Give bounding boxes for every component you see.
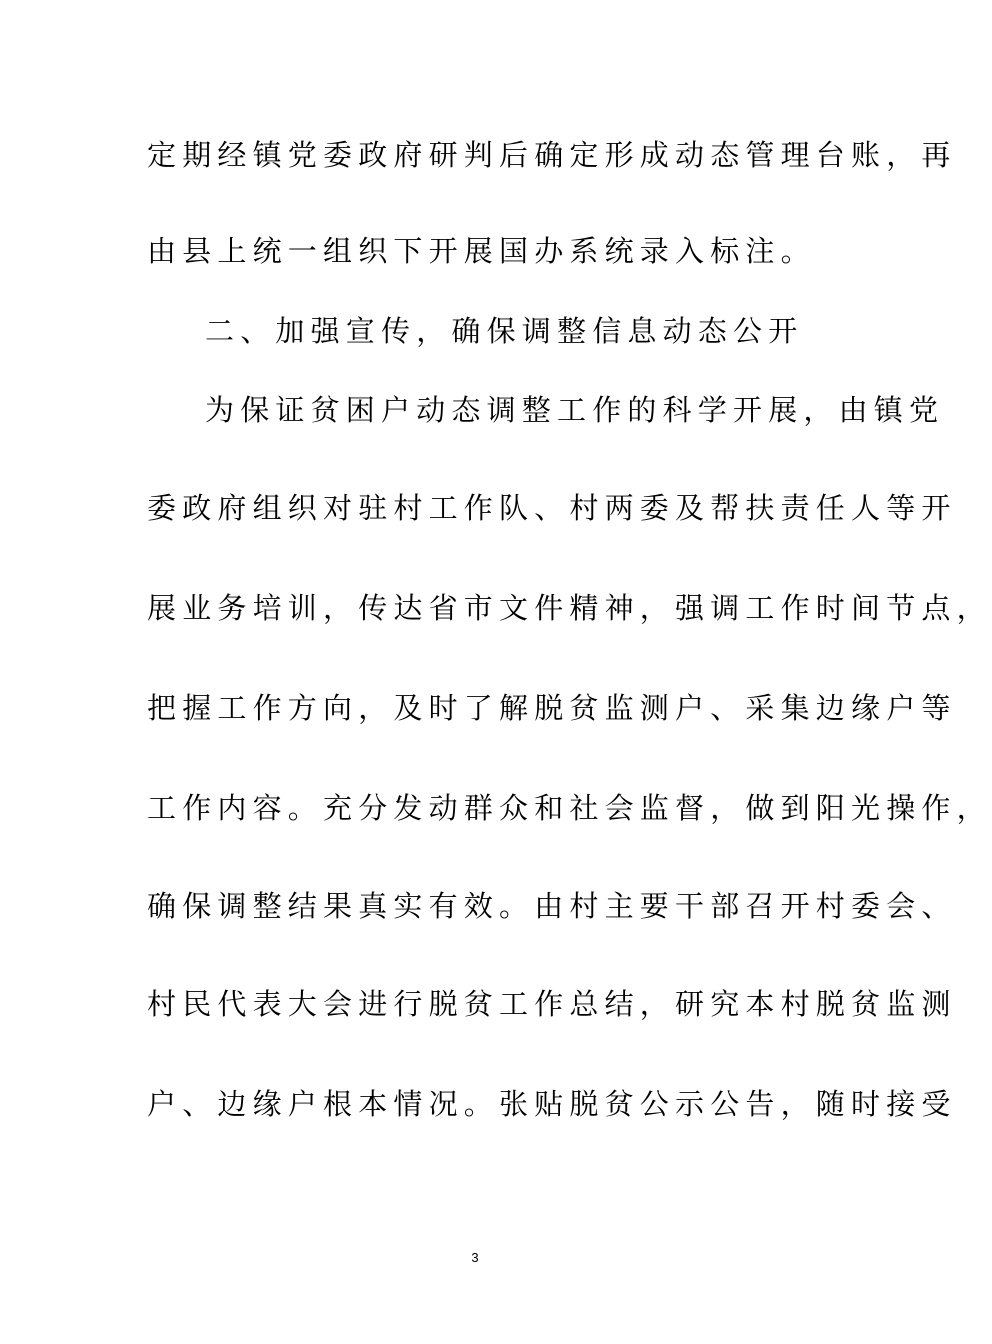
- body-text-line: 展业务培训，传达省市文件精神，强调工作时间节点，: [147, 591, 992, 625]
- paragraph-first-line: 为保证贫困户动态调整工作的科学开展，由镇党: [205, 393, 945, 427]
- body-text-line: 把握工作方向，及时了解脱贫监测户、采集边缘户等: [147, 691, 957, 725]
- body-text-line: 定期经镇党委政府研判后确定形成动态管理台账，再: [147, 138, 957, 172]
- body-text-line: 工作内容。充分发动群众和社会监督，做到阳光操作，: [147, 791, 992, 825]
- body-text-line: 委政府组织对驻村工作队、村两委及帮扶责任人等开: [147, 491, 957, 525]
- section-heading: 二、加强宣传，确保调整信息动态公开: [205, 314, 804, 348]
- body-text-line: 由县上统一组织下开展国办系统录入标注。: [147, 234, 816, 268]
- page-number: 3: [471, 1250, 479, 1265]
- body-text-line: 村民代表大会进行脱贫工作总结，研究本村脱贫监测: [147, 987, 957, 1021]
- body-text-line: 户、边缘户根本情况。张贴脱贫公示公告，随时接受: [147, 1087, 957, 1121]
- body-text-line: 确保调整结果真实有效。由村主要干部召开村委会、: [147, 889, 957, 923]
